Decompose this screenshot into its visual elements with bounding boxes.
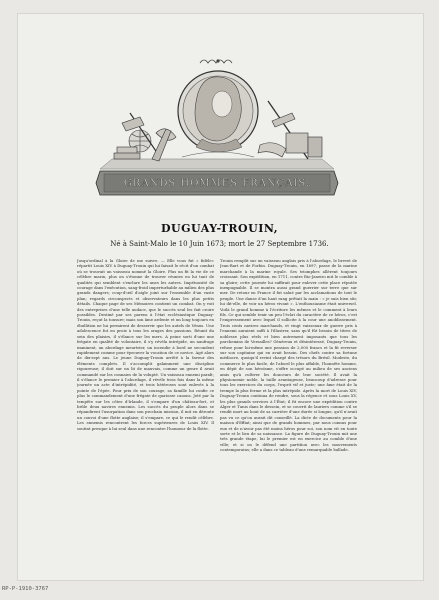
inventory-number: RP-P-1910-3767 <box>2 586 49 592</box>
text-column-left: Jusqu'ordinal à la Gloire de me suivre. — Elle vous fut « fidèle» répartit Louis XIV à Duguay-Trouin qui lui faisait le récit d'un combat où se trouvait un vaisseau nommé la Gloire. Plus un fit la vie de ce célèbre marin, plus on s'étonne de trouver réunies en lui tant de qualités qui semblent s'exclure les unes les autres. Impétuosité de courage dans l'exécution, sang-froid imperturbable au milieu des plus grands dangers; coup-d'œil d'aigle joint sur l'ensemble d'un vaste plan; regards circonspects et observateurs dans les plus petits détails. Chaque page de ses Mémoires contient un combat. On y voit des entreprises d'une telle audace, que le succès seul les fait croire possibles. Destiné par ses parens à l'état ecclésiastique Duguay-Trouin, reçut la tonsure; mais son âme ardente et un long toujours en ébullition ne lui permirent de desservir que les autels de Vénus. Une adolescence fut en proie à tous les orages des passions. Réunit du sein des plaisirs, il s'élance sur les mers. A peine sorti d'une une frégate en qualité de volontaire, il s'y révéla intrépide, un naufrage imminent, un abordage meurtrier, un incendie à bord ne secondent rapidement comme pour éprouver la vocation de ce novice. Agé alors de dix-sept ans. Le jeune Duguay-Trouin arrêté à la faveur des éléments complets. Il s'accomplit galamment une discipline rigoureuse; il doit sur un lit de mauvais, comme un genre il avait commandé sur les connaies de la volupté. Un vaisseau ennemi paraît; il s'élance le premier à l'abordage, il révèle trois fois dans la même journée un acte d'intrépidité, et trois hétéroses sont enlevés à la pointe de l'épée. Pour prix de son courage, sa famille lui confie ce plus le commandement d'une frégate de quatorze canons. Jeté par la tempête sur les côtes d'Irlande, il s'empare d'un château-fort, et brûle deux navires ennemis. Les succès du peuple alors dans se répandirent l'usurpation dans son prochain mission, il mit en déroute un convoi d'une flotte anglaise; il s'empare, ce qui le rendit célèbre. Les ennemis rencontrent les forces supérieures de Louis XIV. Il soutint presque à lui seul dans une rencontre l'honneur de la flotte. <box>77 258 214 431</box>
page-title: DUGUAY-TROUIN, <box>160 222 279 235</box>
portrait-medallion <box>178 71 258 152</box>
top-ornament <box>200 59 232 63</box>
engraved-plate <box>72 41 362 201</box>
engraving-illustration <box>72 41 362 201</box>
left-trophies <box>114 113 176 161</box>
right-trophies <box>258 101 322 159</box>
text-column-right: Trouin remplit sur un vaisseau anglais pris à l'abordage, le brevet de Jean-Bart et de Forbin. Duguay-Trouin, en 1697, passe de la marine marchande à la marine royale. Ses triomphes allèrent toujours croissant. Son expédition, en 1711, contre Rio-Janeiro mit le comble à sa gloire; cette journée lui suffirait pour enlever cette place réputée inexpugnable. Il se montra aussi grand guerrier sur terre que sur mer. De retour en France il fut salué par les acclamations de tout le peuple. Une danse d'un haut rang prêtait la main : « je suis bien sûr, lui dit-elle, de voir un héros vivant ». L'enthousiasme était universel. Voilà le grand homme à l'écriture les mêmes et le comment à leurs fils. Ce qui semble tenir un peu l'éclat du caractère de ce héros, c'est l'empressement avec lequel il sollicite à la cour une anoblissement. Trois cents navires marchands, et vingt vaisseaux de guerre pris à l'ennemi auraient suffi à l'illustrer, sans qu'il fût besoin de titres de noblesse plus réels et bien autrement imposants que tous les parchemins de Versailles? Généreux et désintéressé, Duguay-Trouin, refuse pour lui-même une pension de 2,000 francs et la fit reverser sur son capitaine qui en avait besoin. Des chefs contre sa fortune médiocre, quoiqu'il revint chargé des trésors du Brésil. Modeste, du commerce le plus facile, de l'abord le plus affable, l'honnête homme, en dépit de son héroïsme, s'offre occupé au milieu de ses anciens amis qu'à cultiver les douceurs de leur société. Il avait la physionomie noble, la taille avantageuse, beaucoup d'adresse pour tous les exercices du corps, l'esprit vif et juste; une âme était de la trempe la plus ferme et la plus intrépide. Après la mort de Louis XIV, Duguay-Trouin continua de rendre, sous la régence et sous Louis XV, les plus grands services à l'État; il fit encore une expédition contre Alger et Tunis dans le dessein, et se couvrit de lauriers comme s'il se rendit mort au bout de sa carrière d'une durée si longue, qu'il n'avait pas vu ce qu'on aurait dit conseillé. La dicte de documents pour la maison d'Effiat; ainsi que de grands hommes, par nous connus pour eux et de n'avoir pas été moins héros pour soi, son nom vit en toute sorte et le lieu de sa naissance. La figure de Duguay-Trouin mit une très grande étape, lui le premier est en exercice au comble d'une ville; et si on le défend une partition avec les mouvements contemporains; elle a dans ce tableau d'une remarquable ballade. <box>220 258 357 453</box>
banner-text: GRANDS HOMMES FRANÇAIS. <box>123 178 311 189</box>
page-subtitle: Né à Saint-Malo le 10 Juin 1673; mort le 27 Septembre 1736. <box>110 240 329 248</box>
